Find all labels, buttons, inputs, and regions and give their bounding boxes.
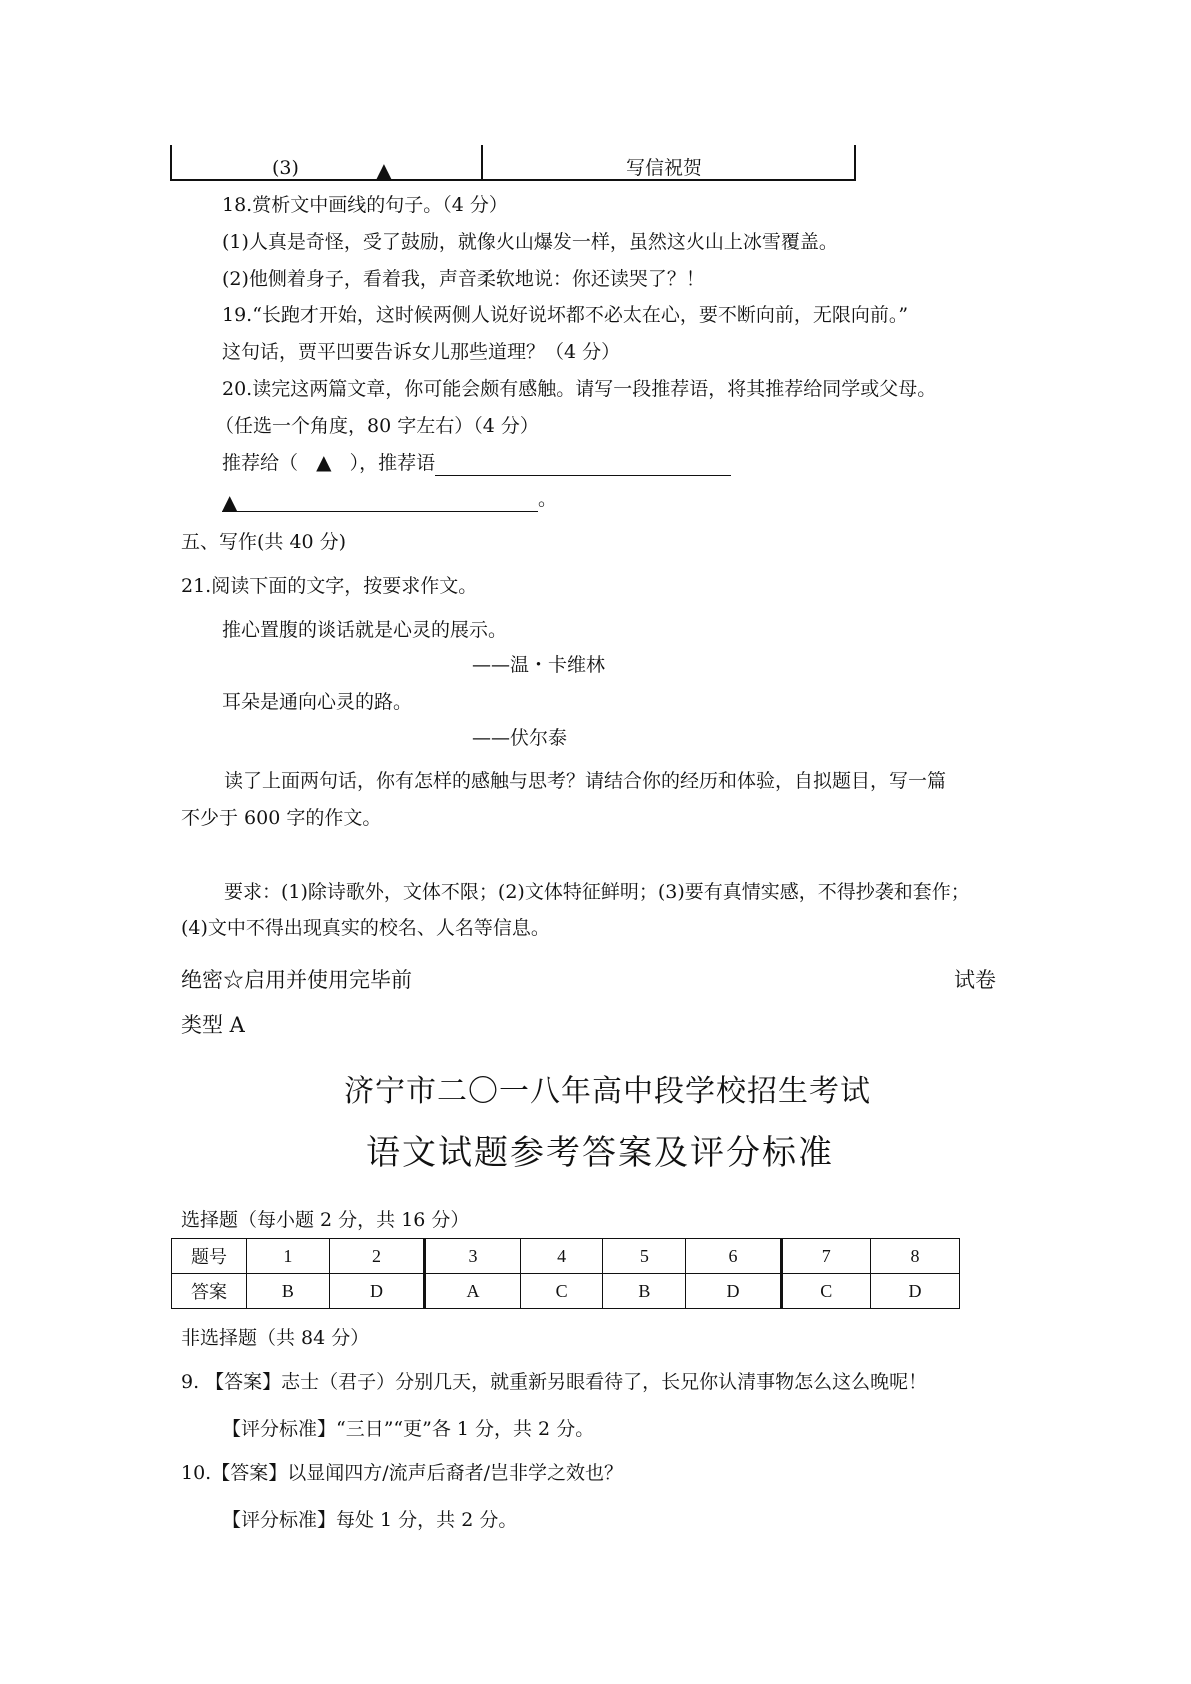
answer-cell: C [781, 1274, 870, 1309]
secret-label: 绝密☆启用并使用完毕前 [181, 968, 412, 992]
answer-blank-marker: ▲ [222, 490, 238, 514]
table-right-cell: 写信祝贺 [626, 157, 703, 179]
table-row [172, 1274, 960, 1309]
answer-cell: C [520, 1274, 603, 1309]
question-number: 1 [247, 1239, 330, 1274]
quote-2: 耳朵是通向心灵的路。 [222, 691, 413, 713]
row-label: 答案 [172, 1274, 247, 1309]
section5-heading: 五、写作(共 40 分) [181, 531, 347, 553]
q18-prompt: 18.赏析文中画线的句子。（4 分） [222, 194, 508, 216]
paper-type-label: 试卷 [954, 968, 996, 992]
quote-2-author: ——伏尔泰 [472, 727, 568, 749]
answer-key-title: 语文试题参考答案及评分标准 [366, 1133, 834, 1173]
answer-cell: A [425, 1274, 520, 1309]
essay-instruction-line-1: 读了上面两句话，你有怎样的感触与思考？请结合你的经历和体验，自拟题目，写一篇 [224, 770, 947, 792]
q20-line-2: （任选一个角度，80 字左右）（4 分） [215, 415, 539, 437]
q19-line-2: 这句话，贾平凹要告诉女儿那些道理？（4 分） [222, 341, 621, 363]
table-left-cell [272, 155, 469, 181]
row-label: 题号 [172, 1239, 247, 1274]
paper-type-label-cont: 类型 A [181, 1013, 245, 1037]
q9-scoring: 【评分标准】“三日”“更”各 1 分，共 2 分。 [222, 1418, 595, 1440]
question-number: 7 [781, 1239, 870, 1274]
question-number: 3 [425, 1239, 520, 1274]
question-number: 2 [329, 1239, 424, 1274]
blank-marker: ▲ [376, 158, 392, 182]
recommend-mid: ），推荐语 [349, 452, 436, 474]
exam-title: 济宁市二〇一八年高中段学校招生考试 [344, 1074, 871, 1109]
question-number: 5 [603, 1239, 686, 1274]
table-row [172, 1239, 960, 1274]
quote-1-author: ——温・卡维林 [472, 654, 606, 676]
q18-sentence-2: (2)他侧着身子，看着我，声音柔软地说：你还读哭了？！ [222, 268, 705, 290]
recommend-target-blank: ▲ [316, 450, 332, 474]
q20-recommend-line [222, 449, 731, 476]
q21-prompt: 21.阅读下面的文字，按要求作文。 [181, 575, 478, 597]
essay-instruction-line-2: 不少于 600 字的作文。 [181, 807, 382, 829]
period: 。 [538, 488, 558, 510]
question-number: 8 [870, 1239, 959, 1274]
answer-cell: D [870, 1274, 959, 1309]
q18-sentence-1: (1)人真是奇怪，受了鼓励，就像火山爆发一样，虽然这火山上冰雪覆盖。 [222, 231, 838, 253]
recommend-answer-blank [435, 453, 731, 476]
quote-1: 推心置腹的谈话就是心灵的展示。 [222, 619, 508, 641]
table-border-left [170, 145, 172, 181]
q10-answer: 10.【答案】以显闻四方/流声后裔者/岂非学之效也？ [181, 1462, 624, 1484]
answer-cell: B [603, 1274, 686, 1309]
cell-label: (3) [272, 157, 299, 179]
essay-requirements-line-2: (4)文中不得出现真实的校名、人名等信息。 [181, 917, 550, 939]
table-border-middle [481, 145, 483, 181]
non-mc-heading: 非选择题（共 84 分） [181, 1327, 370, 1349]
answer-cell: D [329, 1274, 424, 1309]
table-border-right [854, 145, 856, 181]
question-number: 6 [686, 1239, 781, 1274]
q10-scoring: 【评分标准】每处 1 分，共 2 分。 [222, 1509, 518, 1531]
mc-heading: 选择题（每小题 2 分，共 16 分） [181, 1209, 470, 1231]
q20-line-1: 20.读完这两篇文章，你可能会颇有感触。请写一段推荐语，将其推荐给同学或父母。 [222, 378, 937, 400]
q20-answer-line-2 [222, 486, 557, 512]
question-number: 4 [520, 1239, 603, 1274]
q9-answer: 9. 【答案】志士（君子）分别几天，就重新另眼看待了，长兄你认清事物怎么这么晚呢！ [181, 1371, 928, 1393]
q19-line-1: 19.“长跑才开始，这时候两侧人说好说坏都不必太在心，要不断向前，无限向前。” [222, 304, 909, 326]
answer-cell: D [686, 1274, 781, 1309]
mc-answer-table [171, 1238, 960, 1309]
essay-requirements-line-1: 要求：(1)除诗歌外，文体不限；(2)文体特征鲜明；(3)要有真情实感，不得抄袭和套作； [224, 881, 970, 903]
answer-cell: B [247, 1274, 330, 1309]
recommend-prefix: 推荐给（ [222, 452, 299, 474]
